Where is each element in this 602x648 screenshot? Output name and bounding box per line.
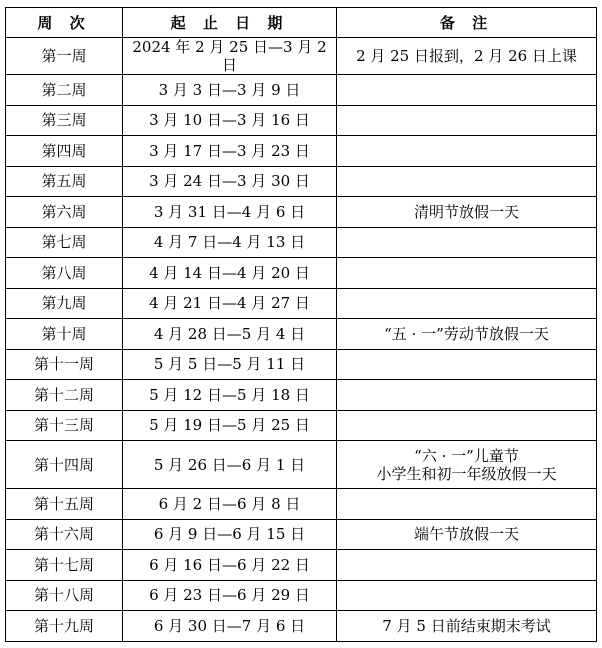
dates-cell: 6 月 23 日—6 月 29 日	[123, 580, 337, 611]
week-cell: 第六周	[6, 197, 123, 228]
note-cell	[337, 319, 597, 350]
week-cell: 第十一周	[6, 349, 123, 380]
week-cell: 第十二周	[6, 380, 123, 411]
dates-cell: 2024 年 2 月 25 日—3 月 2 日	[123, 38, 337, 75]
school-calendar	[5, 7, 596, 642]
table-row	[6, 258, 597, 289]
week-cell: 第十六周	[6, 519, 123, 550]
note-cell	[337, 441, 597, 489]
table-row	[6, 197, 597, 228]
week-cell: 第二周	[6, 75, 123, 106]
calendar-body	[6, 38, 597, 642]
dates-cell: 5 月 26 日—6 月 1 日	[123, 441, 337, 489]
dates-cell: 5 月 12 日—5 月 18 日	[123, 380, 337, 411]
dates-cell: 4 月 21 日—4 月 27 日	[123, 288, 337, 319]
header-dates: 起 止 日 期	[123, 8, 337, 38]
note-text: “六 · 一”儿童节	[414, 446, 519, 465]
calendar-table	[5, 7, 597, 642]
week-cell: 第十五周	[6, 489, 123, 520]
table-row	[6, 75, 597, 106]
dates-cell: 3 月 10 日—3 月 16 日	[123, 105, 337, 136]
note-cell	[337, 288, 597, 319]
week-cell: 第十周	[6, 319, 123, 350]
week-cell: 第八周	[6, 258, 123, 289]
note-cell	[337, 410, 597, 441]
week-cell: 第九周	[6, 288, 123, 319]
dates-cell: 5 月 5 日—5 月 11 日	[123, 349, 337, 380]
note-text-line2: 小学生和初一年级放假一天	[376, 464, 557, 483]
dates-cell: 4 月 7 日—4 月 13 日	[123, 227, 337, 258]
note-cell	[337, 227, 597, 258]
table-row	[6, 288, 597, 319]
note-text: 7 月 5 日前结束期末考试	[382, 616, 551, 635]
week-cell: 第三周	[6, 105, 123, 136]
note-cell	[337, 75, 597, 106]
note-cell	[337, 136, 597, 167]
week-cell: 第一周	[6, 38, 123, 75]
table-row	[6, 38, 597, 75]
dates-cell: 3 月 31 日—4 月 6 日	[123, 197, 337, 228]
dates-cell: 3 月 17 日—3 月 23 日	[123, 136, 337, 167]
week-cell: 第十八周	[6, 580, 123, 611]
dates-cell: 6 月 16 日—6 月 22 日	[123, 550, 337, 581]
table-row	[6, 319, 597, 350]
table-row	[6, 136, 597, 167]
note-cell	[337, 197, 597, 228]
week-cell: 第十三周	[6, 410, 123, 441]
table-row	[6, 410, 597, 441]
note-text: 2 月 25 日报到，2 月 26 日上课	[356, 47, 577, 65]
dates-cell: 4 月 28 日—5 月 4 日	[123, 319, 337, 350]
dates-cell: 6 月 9 日—6 月 15 日	[123, 519, 337, 550]
dates-cell: 6 月 2 日—6 月 8 日	[123, 489, 337, 520]
table-row	[6, 580, 597, 611]
note-cell	[337, 258, 597, 289]
table-row	[6, 227, 597, 258]
note-cell	[337, 105, 597, 136]
table-row	[6, 489, 597, 520]
dates-cell: 3 月 3 日—3 月 9 日	[123, 75, 337, 106]
table-row	[6, 441, 597, 489]
table-row	[6, 519, 597, 550]
note-cell	[337, 489, 597, 520]
note-cell	[337, 349, 597, 380]
week-cell: 第十四周	[6, 441, 123, 489]
note-cell	[337, 166, 597, 197]
note-cell	[337, 550, 597, 581]
week-cell: 第五周	[6, 166, 123, 197]
header-row	[6, 8, 597, 38]
note-text: “五 · 一”劳动节放假一天	[384, 324, 549, 343]
header-notes: 备 注	[337, 8, 597, 38]
table-row	[6, 349, 597, 380]
note-text: 清明节放假一天	[413, 202, 519, 221]
week-cell: 第七周	[6, 227, 123, 258]
dates-cell: 3 月 24 日—3 月 30 日	[123, 166, 337, 197]
week-cell: 第十九周	[6, 611, 123, 642]
dates-cell: 4 月 14 日—4 月 20 日	[123, 258, 337, 289]
week-cell: 第四周	[6, 136, 123, 167]
week-cell: 第十七周	[6, 550, 123, 581]
note-cell	[337, 380, 597, 411]
note-cell	[337, 519, 597, 550]
table-row	[6, 166, 597, 197]
table-row	[6, 105, 597, 136]
note-text: 端午节放假一天	[413, 525, 519, 544]
note-cell	[337, 38, 597, 75]
note-cell	[337, 611, 597, 642]
table-row	[6, 611, 597, 642]
note-cell	[337, 580, 597, 611]
header-week: 周 次	[6, 8, 123, 38]
dates-cell: 6 月 30 日—7 月 6 日	[123, 611, 337, 642]
table-row	[6, 380, 597, 411]
table-row	[6, 550, 597, 581]
dates-cell: 5 月 19 日—5 月 25 日	[123, 410, 337, 441]
